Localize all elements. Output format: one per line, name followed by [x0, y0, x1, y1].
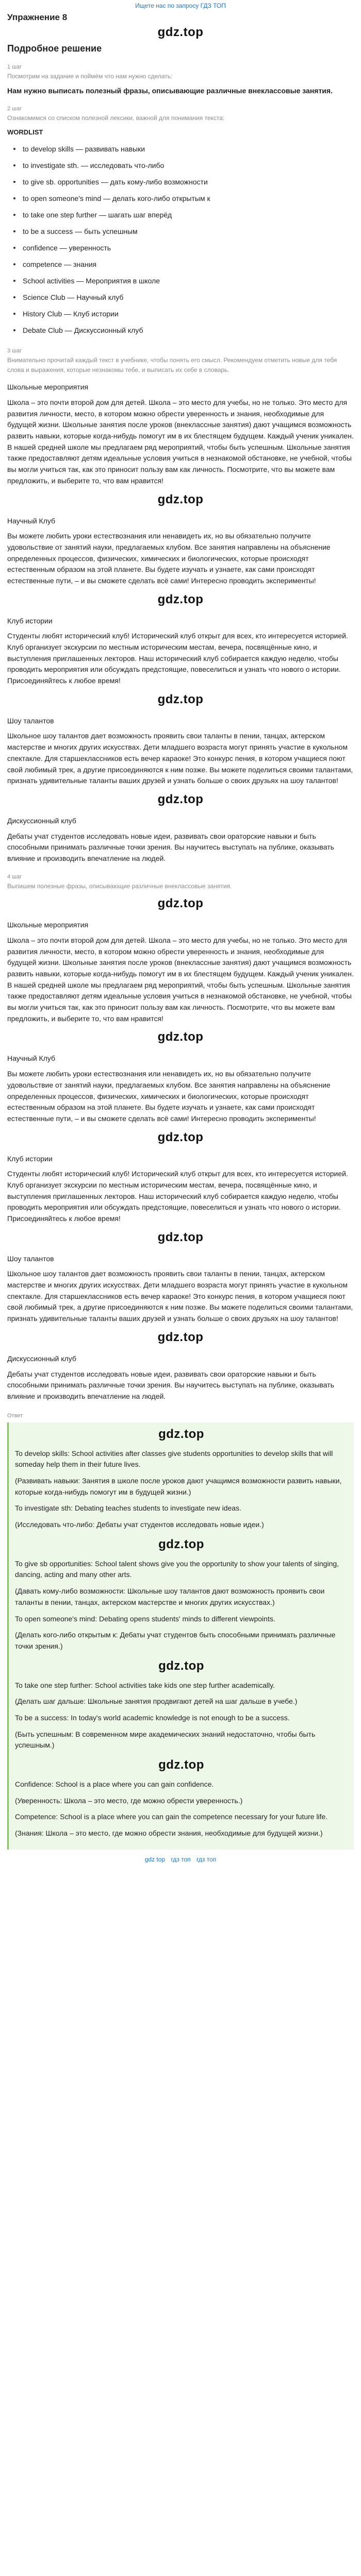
wordlist-item: Science Club — Научный клуб [7, 289, 354, 306]
wordlist-item: History Club — Клуб истории [7, 306, 354, 322]
section-text: Дебаты учат студентов исследовать новые идеи, развивать свои ораторские навыки и быть способными принимать различные точки зрения. Вы научитесь выступать на публике, оказывать влияние и производить впечатление на людей. [7, 832, 334, 862]
section-heading: Научный Клуб [7, 1054, 56, 1063]
watermark: gdz.top [158, 1537, 204, 1551]
section-heading: Школьные мероприятия [7, 921, 89, 929]
section-text: Студенты любят исторический клуб! Исторический клуб открыт для всех, кто интересуется историей. Клуб организует экскурсии по местным историческим местам, вечера, посвящённые кино, и выступления приглашенных лекторов. Наш исторический клуб собирается каждую неделю, чтобы проводить мероприятия или обсуждать предстоящие, повеселиться и узнать что нового о истории. Присоединяйтесь к любое время! [7, 1170, 348, 1223]
section-text: Дебаты учат студентов исследовать новые идеи, развивать свои ораторские навыки и быть способными принимать различные точки зрения. Вы научитесь выступать на публике, оказывать влияние и производить впечатление на людей. [7, 1369, 334, 1400]
answer-paragraph: To open someone's mind: Debating opens students' minds to different viewpoints. [15, 1614, 275, 1623]
wordlist [7, 141, 354, 338]
section-heading: Клуб истории [7, 616, 53, 625]
footer-link[interactable]: гдз топ [196, 1855, 217, 1863]
step-label: 4 шаг [7, 873, 22, 880]
section-text: Студенты любят исторический клуб! Исторический клуб открыт для всех, кто интересуется историей. Клуб организует экскурсии по местным историческим местам, вечера, посвящённые кино, и выступления приглашенных лекторов. Наш исторический клуб собирается каждую неделю, чтобы проводить мероприятия или обсуждать предстоящие, повеселиться и узнать что нового о истории. Присоединяйтесь к любое время! [7, 632, 348, 685]
watermark: gdz.top [157, 592, 204, 606]
section-text: Школа – это почти второй дом для детей. Школа – это место для учебы, но не только. Это место для развития личности, место, в котором можно обрести уверенность и знания, необходимые для будущей жизни. Школьные занятия после уроков (внеклассные занятия) дают учащимся возможность развить навыки, которые когда-нибудь помогут им в их блестящем будущем. Каждый ученик уникален. В нашей средней школе мы предлагаем ряд мероприятий, чтобы быть успешным. Школьные занятия также предоставляют детям идеальные условия учиться в незнакомой обстановке, не учебной, чтобы вы могли учиться так, как это приносит пользу вам как личность. Посмотрите, что вы можете вам предложить, и выберите то, что вам нравится! [7, 936, 354, 1023]
watermark: gdz.top [158, 1658, 204, 1673]
answer-paragraph: To be a success: In today's world academic knowledge is not enough to be a success. [15, 1713, 290, 1722]
wordlist-item: Debate Club — Дискуссионный клуб [7, 322, 354, 338]
page-content [0, 11, 361, 1864]
top-banner [0, 0, 361, 11]
section-heading: Дискуссионный клуб [7, 1354, 76, 1363]
wordlist-item: to investigate sth. — исследовать что-либо [7, 157, 354, 174]
task-text: Нам нужно выписать полезный фразы, описывающие различные внеклассовые занятия. [7, 86, 333, 95]
answer-paragraph: (Исследовать что-либо: Дебаты учат студентов исследовать новые идеи.) [15, 1520, 264, 1529]
answer-paragraph: (Делать кого-либо открытым к: Дебаты учат студентов быть способными принимать различные точки зрения.) [15, 1631, 336, 1650]
section-heading: Научный Клуб [7, 516, 56, 525]
section-heading: Шоу талантов [7, 1254, 54, 1263]
answer-paragraph: To develop skills: School activities after classes give students opportunities to develop skills that will someday help them in their future lives. [15, 1449, 333, 1469]
section-heading: Школьные мероприятия [7, 383, 89, 392]
step-note: Внимательно прочитай каждый текст в учебнике, чтобы понять его смысл. Рекомендуем отметить новые для тебя слова и выражения, которые незнакомы тебе, и выписать их себе в словарь. [7, 357, 337, 374]
section-heading: Дискуссионный клуб [7, 816, 76, 825]
section-text: Вы можете любить уроки естествознания или ненавидеть их, но вы обязательно получите удовольствие от занятий науки, предлагаемых клубом. Все занятия направлены на объяснение определенных процессов, физических, химических и биологических, которые происходят естественным образом на этой планете. Вы будете изучать и узнаете, как сами происходят естественные пути, – и вы сможете сделать всё сами! Интересно проводить эксперименты! [7, 532, 331, 585]
watermark: gdz.top [157, 692, 204, 706]
wordlist-item: to take one step further — шагать шаг вперёд [7, 207, 354, 223]
footer-links [7, 1855, 354, 1865]
watermark: gdz.top [157, 1330, 204, 1344]
footer-link[interactable]: gdz top [144, 1855, 166, 1863]
section-heading: Клуб истории [7, 1154, 53, 1163]
wordlist-item: to give sb. opportunities — дать кому-либо возможности [7, 174, 354, 190]
answer-paragraph: (Уверенность: Школа – это место, где можно обрести уверенность.) [15, 1796, 243, 1805]
answer-paragraph: (Быть успешным: В современном мире академических знаний недостаточно, чтобы быть успешным.) [15, 1730, 316, 1750]
answer-paragraph: Confidence: School is a place where you can gain confidence. [15, 1780, 214, 1789]
section-text: Школа – это почти второй дом для детей. Школа – это место для учебы, но не только. Это место для развития личности, место, в котором можно обрести уверенность и знания, необходимые для будущей жизни. Школьные занятия после уроков (внеклассные занятия) дают учащимся возможность развить навыки, которые когда-нибудь помогут им в их блестящем будущем. Каждый ученик уникален. В нашей средней школе мы предлагаем ряд мероприятий, чтобы быть успешным. Школьные занятия также предоставляют детям идеальные условия учиться в незнакомой обстановке, не учебной, чтобы вы могли учиться так, как это приносит пользу вам как личность. Посмотрите, что вы можете вам предложить, и выберите то, что вам нравится! [7, 398, 354, 485]
section-text: Вы можете любить уроки естествознания или ненавидеть их, но вы обязательно получите удовольствие от занятий науки, предлагаемых клубом. Все занятия направлены на объяснение определенных процессов, физических, химических и биологических, которые происходят естественным образом на этой планете. Вы будете изучать и узнаете, как сами происходят естественные пути, – и вы сможете сделать всё сами! Интересно проводить эксперименты! [7, 1070, 331, 1123]
step-2 [7, 105, 354, 338]
answer-paragraph: To give sb opportunities: School talent shows give you the opportunity to show your talents of singing, dancing, acting and many other arts. [15, 1559, 339, 1579]
step-1 [7, 63, 354, 96]
step-4 [7, 873, 354, 1402]
answer-paragraph: (Делать шаг дальше: Школьные занятия продвигают детей на шаг дальше в учебе.) [15, 1697, 298, 1706]
step-label: 1 шаг [7, 64, 22, 70]
wordlist-item: to open someone's mind — делать кого-либо открытым к [7, 190, 354, 207]
watermark: gdz.top [157, 1030, 204, 1044]
answer-paragraph: (Развивать навыки: Занятия в школе после уроков дают учащимся возможности развить навыки, которые когда-нибудь помогут им в будущей жизни.) [15, 1477, 342, 1496]
watermark: gdz.top [157, 792, 204, 806]
answer-paragraph: (Знания: Школа – это место, где можно обрести знания, необходимые для будущей жизни.) [15, 1829, 323, 1838]
step-note: Выпишем полезные фразы, описывающие различные внеклассовые занятия. [7, 882, 232, 890]
answer-label: Ответ [7, 1412, 23, 1419]
top-search-link[interactable]: Ищете нас по запросу ГДЗ ТОП [135, 2, 226, 9]
footer-link[interactable]: гдз топ [171, 1855, 191, 1863]
answer-box [7, 1422, 354, 1850]
answer-paragraph: Competence: School is a place where you can gain the competence necessary for your future life. [15, 1812, 328, 1821]
watermark: gdz.top [157, 896, 204, 911]
watermark: gdz.top [158, 1758, 204, 1772]
watermark: gdz.top [157, 25, 204, 39]
wordlist-item: to develop skills — развивать навыки [7, 141, 354, 157]
wordlist-item: to be a success — быть успешным [7, 223, 354, 240]
answer-paragraph: (Давать кому-либо возможности: Школьные шоу талантов дают возможность проявить свои таланты в пении, танцах, актерском мастерстве и многих других искусствах.) [15, 1587, 325, 1606]
section-text: Школьное шоу талантов дает возможность проявить свои таланты в пении, танцах, актерском мастерстве и многих других искусствах. Дети младшего возраста могут принять участие в кукольном спектакле. Для старшеклассников есть вечер караоке! Это конкурс пения, в котором учащиеся поют свой любимый трек, а другие присоединяются к ним позже. Вы можете поделиться своими талантами, признать удивительные таланты ваших друзей и узнать больше о своих друзьях на шоу талантов! [7, 1269, 353, 1323]
step-3 [7, 347, 354, 865]
wordlist-title: WORDLIST [7, 128, 43, 136]
answer-paragraph: To investigate sth: Debating teaches students to investigate new ideas. [15, 1504, 241, 1513]
step-label: 2 шаг [7, 106, 22, 112]
step-note: Посмотрим на задание и поймём что нам нужно сделать: [7, 73, 173, 80]
watermark: gdz.top [158, 1427, 204, 1441]
watermark: gdz.top [157, 1130, 204, 1144]
section-heading: Шоу талантов [7, 716, 54, 725]
solution-title: Подробное решение [7, 43, 102, 54]
wordlist-item: confidence — уверенность [7, 240, 354, 256]
watermark: gdz.top [157, 1230, 204, 1244]
step-label: 3 шаг [7, 348, 22, 354]
answer-paragraph: To take one step further: School activities take kids one step further academically. [15, 1681, 275, 1689]
wordlist-item: competence — знания [7, 256, 354, 273]
wordlist-item: School activities — Мероприятия в школе [7, 273, 354, 289]
watermark: gdz.top [157, 492, 204, 506]
section-text: Школьное шоу талантов дает возможность проявить свои таланты в пении, танцах, актерском мастерстве и многих других искусствах. Дети младшего возраста могут принять участие в кукольном спектакле. Для старшеклассников есть вечер караоке! Это конкурс пения, в котором учащиеся поют свой любимый трек, а другие присоединяются к ним позже. Вы можете поделиться своими талантами, признать удивительные таланты ваших друзей и узнать больше о своих друзьях на шоу талантов! [7, 732, 353, 785]
exercise-title: Упражнение 8 [7, 12, 68, 22]
step-note: Ознакомимся со списком полезной лексики, важной для понимания текста: [7, 114, 225, 122]
